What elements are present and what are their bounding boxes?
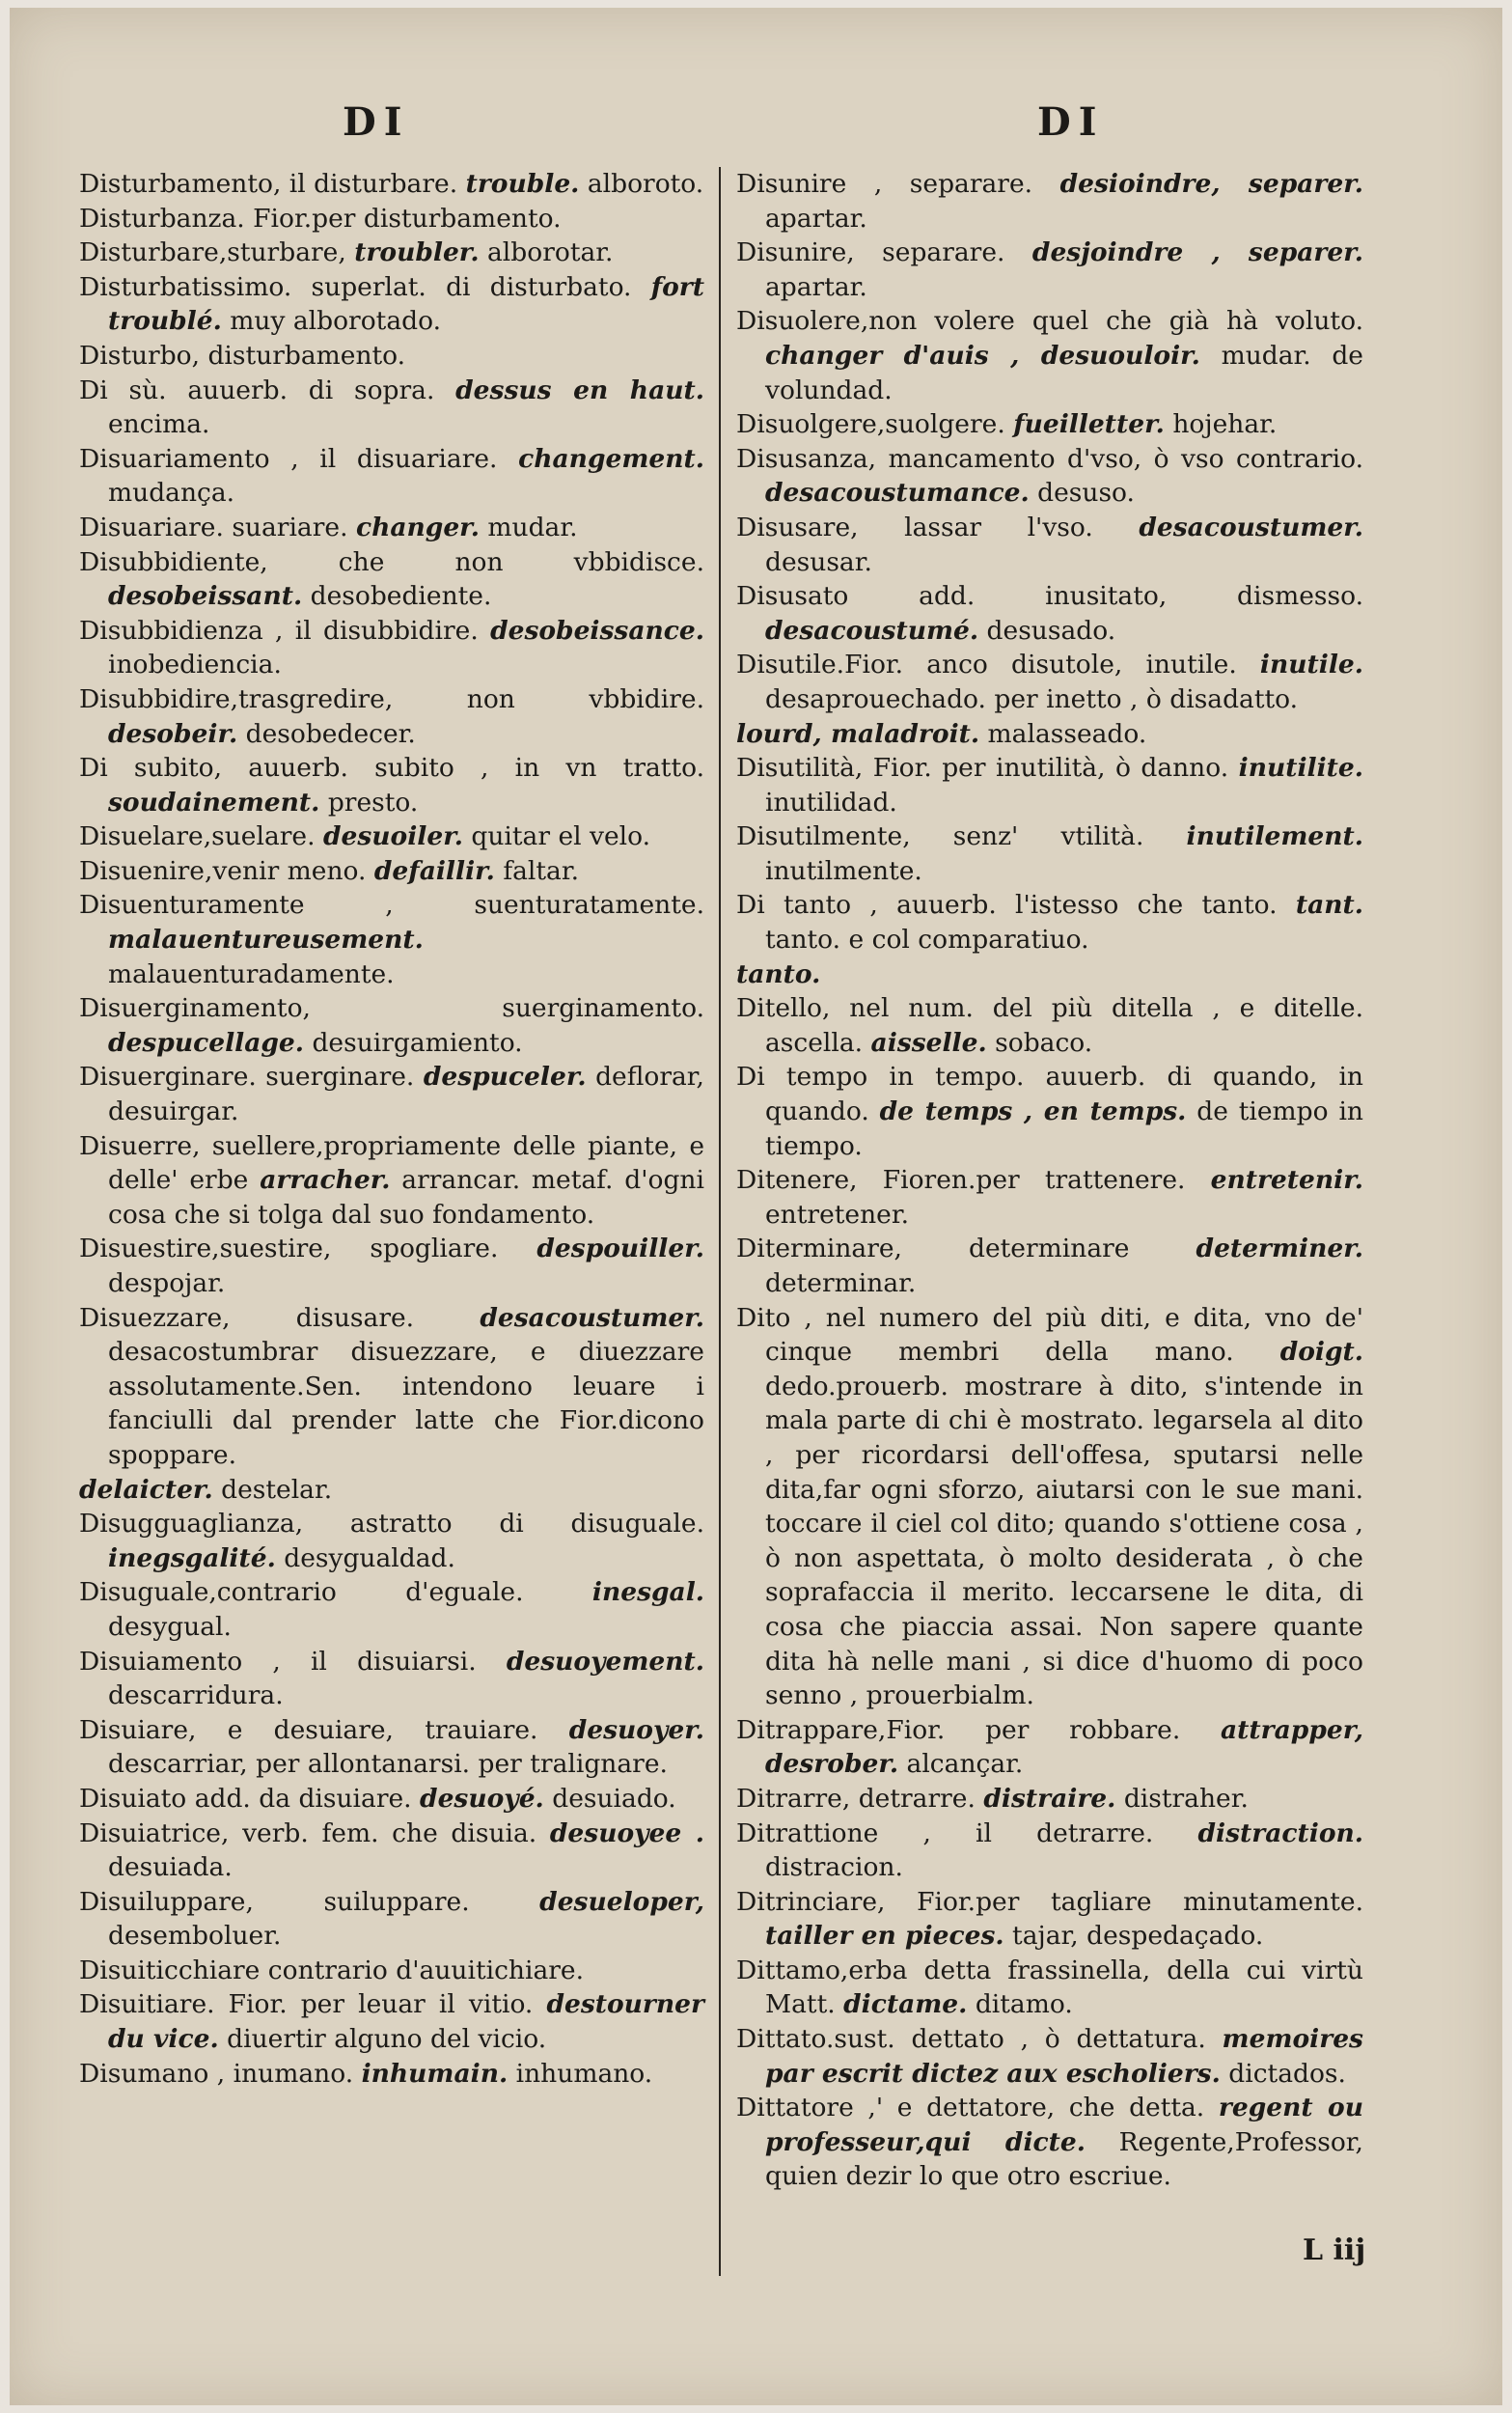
- entry-french: desobeir.: [108, 718, 238, 749]
- dictionary-entry: [736, 407, 1363, 442]
- entry-headword: Disuolgere,suolgere.: [736, 409, 1005, 440]
- entry-spanish: inhumano.: [515, 2058, 653, 2089]
- dictionary-entry: [79, 854, 704, 889]
- dictionary-entry: [79, 1987, 704, 2056]
- dictionary-entry: [79, 1060, 704, 1128]
- dictionary-entry: [79, 819, 704, 854]
- entry-headword: Disturbatissimo. superlat. di disturbato.: [79, 271, 632, 302]
- entry-spanish: desacostumbrar disuezzare, e diuezzare assolutamente.Sen. intendono leuare i fanciulli dal prender latte che Fior.dicono spoppare.: [108, 1337, 704, 1470]
- entry-headword: Dittato.sust. dettato , ò dettatura.: [736, 2024, 1206, 2055]
- running-header-right: DI: [1037, 99, 1105, 145]
- running-header-left: DI: [343, 99, 410, 145]
- dictionary-entry: [79, 614, 704, 682]
- dictionary-entry: [79, 888, 704, 991]
- entry-spanish: desobedecer.: [245, 718, 416, 749]
- entry-french: desuoyer.: [568, 1714, 704, 1745]
- entry-french: desueloper,: [539, 1886, 704, 1917]
- dictionary-entry: [736, 751, 1363, 819]
- entry-french: desioindre, separer.: [1059, 169, 1363, 199]
- entry-french: defaillir.: [373, 855, 495, 886]
- dictionary-entry: [736, 1782, 1363, 1817]
- entry-french: aisselle.: [870, 1027, 987, 1058]
- entry-french: distraction.: [1197, 1817, 1363, 1848]
- entry-headword: Ditrappare,Fior. per robbare.: [736, 1714, 1181, 1745]
- dictionary-entry: [736, 1954, 1363, 2022]
- entry-french: desacoustumance.: [765, 478, 1030, 509]
- entry-french: inegsgalité.: [108, 1542, 276, 1573]
- entry-headword: Disunire, separare.: [736, 237, 1005, 268]
- dictionary-entry: [736, 236, 1363, 304]
- entry-spanish: desaprouechado. per inetto , ò disadatto.: [765, 683, 1299, 714]
- entry-headword: Disuolere,non volere quel che già hà voluto.: [736, 306, 1363, 337]
- signature-mark: L iij: [1303, 2233, 1366, 2267]
- dictionary-entry: [736, 1885, 1363, 1954]
- entry-headword: Dittatore ,' e dettatore, che detta.: [736, 2093, 1205, 2123]
- entry-spanish: alborotar.: [487, 237, 614, 268]
- entry-headword: Disubbidiente, che non vbbidisce.: [79, 546, 704, 577]
- dictionary-entry: [79, 270, 704, 339]
- entry-headword: Di tanto , auuerb. l'istesso che tanto.: [736, 890, 1278, 921]
- entry-headword: Disuerre, suellere,propriamente delle piante, e delle' erbe: [79, 1130, 704, 1196]
- dictionary-entry: [736, 648, 1363, 716]
- entry-headword: Disturbare,sturbare,: [79, 237, 346, 268]
- entry-spanish: desuirgamiento.: [312, 1027, 523, 1058]
- dictionary-entry: [79, 1817, 704, 1885]
- dictionary-entry: [736, 304, 1363, 407]
- entry-french: desobeissance.: [490, 615, 704, 646]
- entry-headword: Disturbanza. Fior.per disturbamento.: [79, 203, 562, 234]
- dictionary-entry: [79, 1129, 704, 1233]
- entry-spanish: distracion.: [765, 1852, 903, 1883]
- entry-spanish: desusado.: [986, 615, 1116, 646]
- dictionary-entry: [79, 2057, 704, 2092]
- entry-spanish: distraher.: [1123, 1783, 1249, 1814]
- entry-spanish: entretener.: [765, 1199, 910, 1230]
- entry-spanish: destelar.: [221, 1474, 333, 1505]
- entry-headword: Disuiare, e desuiare, trauiare.: [79, 1714, 538, 1745]
- entry-headword: Disusato add. inusitato, dismesso.: [736, 581, 1363, 612]
- entry-headword: Disturbo, disturbamento.: [79, 340, 406, 371]
- dictionary-entry: [736, 167, 1363, 236]
- entry-spanish: inobediencia.: [108, 650, 282, 680]
- entry-spanish: presto.: [327, 787, 419, 818]
- dictionary-entry: [736, 2091, 1363, 2194]
- entry-spanish: mudar.: [487, 512, 578, 542]
- entry-headword: Disubbidienza , il disubbidire.: [79, 615, 479, 646]
- entry-french: destourner du vice.: [108, 1989, 704, 2055]
- entry-spanish: apartar.: [765, 271, 867, 302]
- entry-spanish: inutilmente.: [765, 855, 922, 886]
- entry-french: fueilletter.: [1013, 409, 1165, 440]
- entry-spanish: deflorar, desuirgar.: [108, 1062, 704, 1127]
- entry-french: regent ou professeur,qui dicte.: [765, 2093, 1363, 2157]
- entry-spanish: tajar, despedaçado.: [1012, 1921, 1264, 1952]
- entry-headword: Diterminare, determinare: [736, 1234, 1130, 1264]
- entry-spanish: desuso.: [1037, 478, 1135, 509]
- entry-spanish: encima.: [108, 409, 210, 440]
- entry-french: despuceler.: [423, 1062, 587, 1093]
- entry-french: soudainement.: [108, 787, 320, 818]
- dictionary-entry: [79, 374, 704, 442]
- entry-headword: Ditenere, Fioren.per trattenere.: [736, 1165, 1186, 1196]
- entry-spanish: alcançar.: [906, 1749, 1024, 1780]
- entry-spanish: descarriar, per allontanarsi. per tralignare.: [108, 1749, 668, 1780]
- right-column: [736, 167, 1363, 2194]
- entry-spanish: desuiado.: [552, 1783, 676, 1814]
- entry-french: despucellage.: [108, 1027, 305, 1058]
- entry-french: malauentureusement.: [108, 925, 424, 956]
- entry-spanish: Regente,Professor, quien dezir lo que otro escriue.: [765, 2126, 1363, 2192]
- entry-french: desjoindre , separer.: [1031, 237, 1363, 268]
- entry-headword: Ditrinciare, Fior.per tagliare minutamente.: [736, 1886, 1363, 1917]
- entry-headword: Di tempo in tempo. auuerb. di quando, in quando.: [736, 1062, 1363, 1127]
- entry-french: inutilement.: [1186, 821, 1363, 852]
- dictionary-entry: [79, 167, 704, 202]
- dictionary-entry: [736, 511, 1363, 579]
- dictionary-entry: [736, 2022, 1363, 2091]
- entry-spanish: dictados.: [1228, 2058, 1346, 2089]
- entry-french: inutilite.: [1238, 753, 1363, 784]
- entry-spanish: desemboluer.: [108, 1921, 282, 1952]
- entry-french: desuoyee .: [549, 1817, 704, 1848]
- dictionary-entry: [736, 579, 1363, 648]
- entry-headword: Disusanza, mancamento d'vso, ò vso contrario.: [736, 443, 1363, 474]
- entry-headword: Disuelare,suelare.: [79, 821, 316, 852]
- entry-headword: Disuiluppare, suiluppare.: [79, 1886, 470, 1917]
- dictionary-entry: [79, 545, 704, 614]
- dictionary-entry: [79, 1301, 704, 1473]
- entry-spanish: muy alborotado.: [230, 306, 441, 337]
- entry-spanish: alboroto.: [587, 169, 704, 199]
- dictionary-entry: [79, 1782, 704, 1817]
- entry-headword: Disuerginare. suerginare.: [79, 1062, 415, 1093]
- entry-french: changer.: [355, 512, 480, 542]
- entry-french: distraire.: [983, 1783, 1116, 1814]
- entry-french: desobeissant.: [108, 581, 303, 612]
- dictionary-entry: [79, 1507, 704, 1575]
- entry-french: inesgal.: [591, 1577, 704, 1608]
- entry-spanish: desygualdad.: [284, 1542, 455, 1573]
- entry-spanish: sobaco.: [995, 1027, 1093, 1058]
- dictionary-entry: [79, 1232, 704, 1300]
- dictionary-entry: [736, 717, 1363, 752]
- entry-headword: Dito , nel numero del più diti, e dita, vno de' cinque membri della mano.: [736, 1302, 1363, 1368]
- entry-spanish: despojar.: [108, 1268, 226, 1298]
- entry-headword: Disutile.Fior. anco disutole, inutile.: [736, 650, 1237, 680]
- column-rule: [719, 167, 721, 2276]
- entry-headword: Disuiamento , il disuiarsi.: [79, 1646, 477, 1677]
- entry-headword: Ditello, nel num. del più ditella , e ditelle. ascella.: [736, 993, 1363, 1058]
- entry-headword: Disuiticchiare contrario d'auuitichiare.: [79, 1955, 585, 1985]
- dictionary-entry: [736, 1060, 1363, 1163]
- entry-spanish: malauenturadamente.: [108, 958, 395, 989]
- entry-french: arracher.: [260, 1165, 391, 1196]
- page: [10, 8, 1502, 2405]
- entry-headword: Ditrarre, detrarre.: [736, 1783, 976, 1814]
- entry-spanish: de tiempo in tiempo.: [765, 1096, 1363, 1161]
- entry-french: tant.: [1295, 890, 1363, 921]
- entry-headword: Disuiatrice, verb. fem. che disuia.: [79, 1817, 537, 1848]
- entry-headword: Di sù. auuerb. di sopra.: [79, 374, 435, 405]
- dictionary-entry: [79, 339, 704, 374]
- dictionary-entry: [736, 1817, 1363, 1885]
- dictionary-entry: [736, 1163, 1363, 1232]
- entry-spanish: determinar.: [765, 1268, 917, 1298]
- dictionary-entry: [79, 1713, 704, 1782]
- entry-headword: Disubbidire,trasgredire, non vbbidire.: [79, 683, 704, 714]
- entry-headword: Disutilità, Fior. per inutilità, ò danno.: [736, 753, 1229, 784]
- dictionary-entry: [79, 682, 704, 751]
- dictionary-entry: [736, 1232, 1363, 1300]
- entry-headword: Disunire , separare.: [736, 169, 1033, 199]
- entry-headword: Disuenire,venir meno.: [79, 855, 367, 886]
- entry-spanish: mudar. de volundad.: [765, 340, 1363, 405]
- dictionary-entry: [79, 751, 704, 819]
- entry-french: trouble.: [465, 169, 580, 199]
- entry-spanish: desuiada.: [108, 1852, 233, 1883]
- entry-headword: Dittamo,erba detta frassinella, della cui virtù Matt.: [736, 1955, 1363, 2020]
- entry-french: attrapper, desrober.: [765, 1714, 1363, 1780]
- entry-french: delaicter.: [79, 1474, 213, 1505]
- entry-french: desacoustumer.: [1139, 512, 1363, 542]
- entry-french: determiner.: [1196, 1234, 1363, 1264]
- entry-headword: Ditrattione , il detrarre.: [736, 1817, 1154, 1848]
- entry-french: desuoyé.: [420, 1783, 544, 1814]
- entry-headword: Disuezzare, disusare.: [79, 1302, 415, 1333]
- entry-french: entretenir.: [1210, 1165, 1363, 1196]
- dictionary-entry: [79, 1473, 704, 1508]
- entry-spanish: desusar.: [765, 546, 872, 577]
- entry-spanish: desygual.: [108, 1611, 232, 1642]
- entry-french: desuoyement.: [506, 1646, 704, 1677]
- entry-french: doigt.: [1279, 1337, 1363, 1368]
- entry-spanish: apartar.: [765, 203, 867, 234]
- entry-french: desuoiler.: [322, 821, 463, 852]
- entry-spanish: faltar.: [503, 855, 580, 886]
- dictionary-entry: [79, 1575, 704, 1644]
- entry-spanish: malasseado.: [987, 718, 1147, 749]
- entry-french: inutile.: [1259, 650, 1363, 680]
- entry-spanish: quitar el velo.: [471, 821, 651, 852]
- entry-headword: Disturbamento, il disturbare.: [79, 169, 458, 199]
- dictionary-entry: [79, 1954, 704, 1988]
- entry-french: memoires par escrit dictez aux escholiers.: [765, 2024, 1363, 2089]
- entry-french: dessus en haut.: [455, 374, 704, 405]
- entry-french: dictame.: [843, 1989, 968, 2020]
- entry-french: fort troublé.: [108, 271, 704, 337]
- dictionary-entry: [736, 991, 1363, 1060]
- entry-french: changer d'auis , desuouloir.: [765, 340, 1200, 371]
- entry-spanish: tanto. e col comparatiuo.: [765, 925, 1089, 956]
- entry-spanish: diuertir alguno del vicio.: [227, 2024, 547, 2055]
- entry-french: tailler en pieces.: [765, 1921, 1004, 1952]
- dictionary-entry: [79, 511, 704, 545]
- left-column: [79, 167, 704, 2091]
- entry-french: despouiller.: [536, 1234, 704, 1264]
- entry-headword: Disumano , inumano.: [79, 2058, 354, 2089]
- dictionary-entry: [79, 236, 704, 270]
- entry-spanish: mudança.: [108, 478, 235, 509]
- entry-spanish: ditamo.: [975, 1989, 1073, 2020]
- entry-headword: Disuariare. suariare.: [79, 512, 348, 542]
- dictionary-entry: [79, 991, 704, 1060]
- entry-spanish: inutilidad.: [765, 787, 897, 818]
- dictionary-entry: [79, 442, 704, 511]
- entry-french: troubler.: [354, 237, 480, 268]
- dictionary-entry: [736, 888, 1363, 957]
- entry-french: inhumain.: [361, 2058, 509, 2089]
- dictionary-entry: [736, 442, 1363, 511]
- dictionary-entry: [736, 819, 1363, 888]
- entry-headword: Disuenturamente , suenturatamente.: [79, 890, 704, 921]
- entry-french: desacoustumé.: [765, 615, 979, 646]
- entry-headword: Disuerginamento, suerginamento.: [79, 993, 704, 1024]
- entry-french: lourd, maladroit.: [736, 718, 980, 749]
- entry-headword: Disuiato add. da disuiare.: [79, 1783, 412, 1814]
- dictionary-entry: [79, 1645, 704, 1713]
- entry-headword: Disugguaglianza, astratto di disuguale.: [79, 1509, 704, 1539]
- entry-spanish: descarridura.: [108, 1680, 284, 1711]
- dictionary-entry: [736, 957, 1363, 992]
- entry-headword: Disutilmente, senz' vtilità.: [736, 821, 1144, 852]
- entry-headword: Di subito, auuerb. subito , in vn tratto.: [79, 753, 704, 784]
- dictionary-entry: [736, 1713, 1363, 1782]
- entry-spanish: hojehar.: [1172, 409, 1278, 440]
- dictionary-entry: [79, 1885, 704, 1954]
- entry-french: changement.: [518, 443, 704, 474]
- dictionary-entry: [79, 202, 704, 236]
- dictionary-entry: [736, 1301, 1363, 1713]
- entry-french: tanto.: [736, 958, 821, 989]
- entry-headword: Disuestire,suestire, spogliare.: [79, 1234, 499, 1264]
- entry-spanish: desobediente.: [310, 581, 492, 612]
- entry-headword: Disuitiare. Fior. per leuar il vitio.: [79, 1989, 534, 2020]
- entry-spanish: arrancar. metaf. d'ogni cosa che si tolga dal suo fondamento.: [108, 1165, 704, 1230]
- entry-headword: Disusare, lassar l'vso.: [736, 512, 1093, 542]
- entry-french: de temps , en temps.: [879, 1096, 1187, 1127]
- entry-headword: Disuguale,contrario d'eguale.: [79, 1577, 524, 1608]
- entry-headword: Disuariamento , il disuariare.: [79, 443, 498, 474]
- entry-french: desacoustumer.: [480, 1302, 704, 1333]
- entry-spanish: dedo.prouerb. mostrare à dito, s'intende in mala parte di chi è mostrato. legarsela al dito , per ricordarsi dell'offesa, sputarsi nelle dita,far ogni sforzo, aiutarsi con le sue mani. toccare il ciel col dito; quando s'ottiene cosa , ò non aspettata, ò molto desiderata , ò che soprafaccia il merito. leccarsene le dita, di cosa che piaccia assai. Non sapere quante dita hà nelle mani , si dice d'huomo di poco senno , prouerbialm.: [765, 1371, 1363, 1711]
